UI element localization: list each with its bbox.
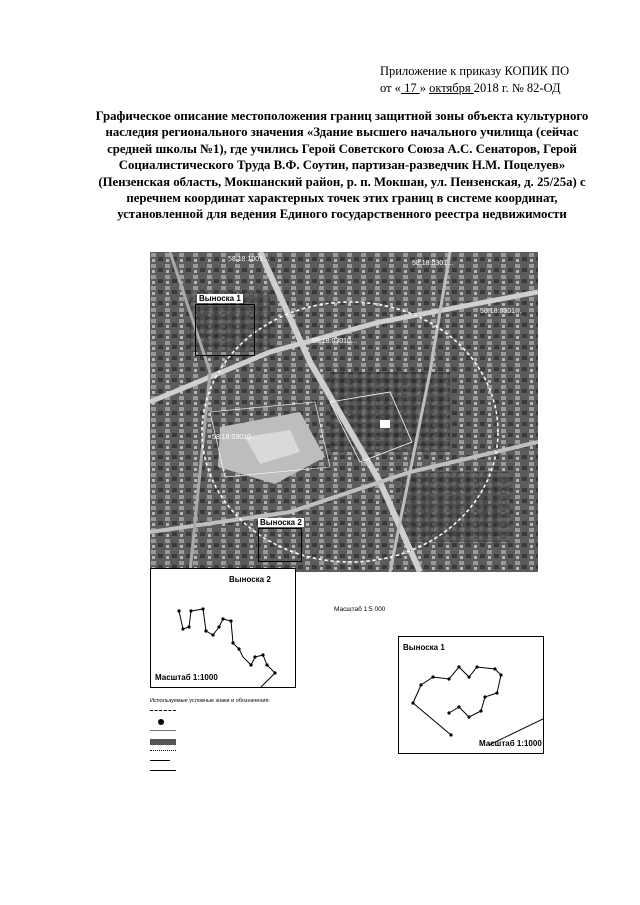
cadastral-label: 58:18:1001… xyxy=(228,256,271,263)
order-date-mid: » xyxy=(419,81,430,95)
legend-row xyxy=(150,768,310,776)
appendix-line-2 xyxy=(380,80,610,97)
legend-row xyxy=(150,758,310,766)
callout-2-tag: Выноска 2 xyxy=(260,518,302,527)
legend-fill-symbol xyxy=(150,739,176,745)
inset-1-plan xyxy=(399,637,543,753)
order-month: октября xyxy=(429,81,474,95)
legend-row xyxy=(150,718,310,726)
callout-2-frame xyxy=(258,528,302,562)
inset-callout-1 xyxy=(398,636,544,754)
inset-1-scale: Масштаб 1:1000 xyxy=(479,739,542,748)
document-title: Графическое описание местоположения границ защитной зоны объекта культурного наследия регионального значения «Здание высшего начального училища (сейчас средней школы №1), где учились Герой Советского Союза А.С. Сенаторов, Герой Социалистического Труда В.Ф. Соутин, партизан-разведчик Н.М. Поцелуев» (Пензенская область, Мокшанский район, р. п. Мокшан, ул. Пензенская, д. 25/25а) с перечнем координат характерных точек этих границ в системе координат, установленной для ведения Единого государственного реестра недвижимости xyxy=(95,109,589,222)
legend-title: Используемые условные знаки и обозначения: xyxy=(150,698,270,704)
cadastral-label: 58:18:0301… xyxy=(480,308,523,315)
order-date-prefix: от « xyxy=(380,81,401,95)
cadastral-label: 58:18:03010… xyxy=(312,338,358,345)
legend-dotted-symbol xyxy=(150,750,176,755)
aerial-map xyxy=(150,252,538,572)
map-scale-label: Масштаб 1:5 000 xyxy=(334,606,386,613)
legend-line-symbol xyxy=(150,730,176,735)
legend-point-symbol xyxy=(158,719,164,725)
callout-1-frame xyxy=(195,304,255,356)
legend-dashed-symbol xyxy=(150,710,176,715)
legend-row xyxy=(150,738,310,746)
map-legend xyxy=(150,698,310,778)
appendix-header xyxy=(380,63,610,97)
cadastral-label: 58:18:03010… xyxy=(212,434,258,441)
legend-row xyxy=(150,748,310,756)
appendix-line-1: Приложение к приказу КОПИК ПО xyxy=(380,64,570,78)
inset-2-scale: Масштаб 1:1000 xyxy=(155,673,218,682)
inset-2-plan xyxy=(151,569,295,687)
legend-row xyxy=(150,708,310,716)
order-day: 17 xyxy=(400,81,420,95)
legend-line-symbol xyxy=(150,760,170,765)
legend-row xyxy=(150,728,310,736)
inset-2-title: Выноска 2 xyxy=(229,575,271,584)
inset-callout-2 xyxy=(150,568,296,688)
callout-1-tag: Выноска 1 xyxy=(199,294,241,303)
legend-line-symbol xyxy=(150,770,176,775)
inset-1-title: Выноска 1 xyxy=(403,643,445,652)
order-number: 2018 г. № 82-ОД xyxy=(473,81,561,95)
cadastral-label: 58:18:0301… xyxy=(412,260,455,267)
